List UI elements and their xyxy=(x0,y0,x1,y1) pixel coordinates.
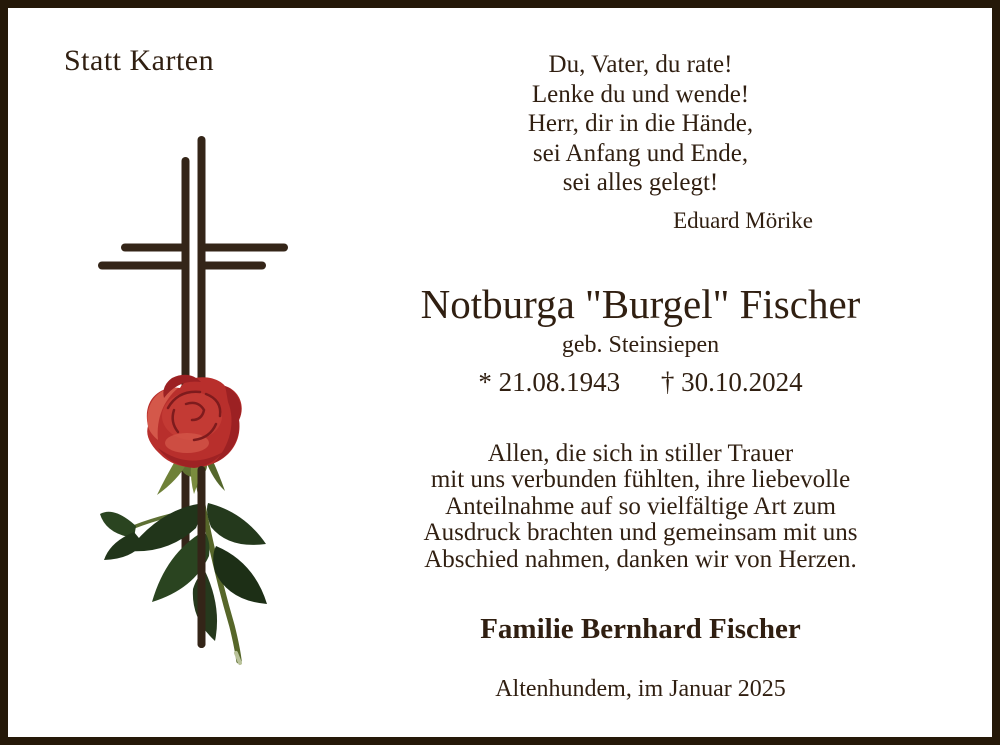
thanks-line: Anteilnahme auf so vielfältige Art zum xyxy=(445,492,836,520)
thanks-line: mit uns verbunden fühlten, ihre liebevolle xyxy=(430,466,851,493)
cross-rose-graphic xyxy=(8,8,348,745)
poem-line: sei Anfang und Ende, xyxy=(532,139,749,167)
life-dates xyxy=(388,367,893,397)
maiden-name: geb. Steinsiepen xyxy=(561,331,720,358)
memorial-artwork xyxy=(8,8,348,745)
poem-line: Lenke du und wende! xyxy=(531,80,750,108)
thanks-line: Allen, die sich in stiller Trauer xyxy=(487,439,794,467)
deceased-name: Notburga "Burgel" Fischer xyxy=(420,280,861,327)
thanks-line: Abschied nahmen, danken wir von Herzen. xyxy=(424,545,857,573)
thanks-paragraph xyxy=(388,441,893,574)
poem-line: Du, Vater, du rate! xyxy=(548,51,733,78)
poem xyxy=(388,50,893,234)
notice-text-column xyxy=(388,50,893,703)
poem-attribution: Eduard Mörike xyxy=(673,207,813,233)
birth-date: * 21.08.1943 xyxy=(478,366,621,397)
death-date: † 30.10.2024 xyxy=(660,366,803,397)
statt-karten-label: Statt Karten xyxy=(64,44,215,77)
rose-icon xyxy=(100,375,267,663)
thanks-line: Ausdruck brachten und gemeinsam mit uns xyxy=(423,519,858,546)
poem-line: sei alles gelegt! xyxy=(562,169,719,196)
place-and-date: Altenhundem, im Januar 2025 xyxy=(495,676,786,702)
family-signature: Familie Bernhard Fischer xyxy=(480,613,801,645)
poem-line: Herr, dir in die Hände, xyxy=(527,110,754,137)
